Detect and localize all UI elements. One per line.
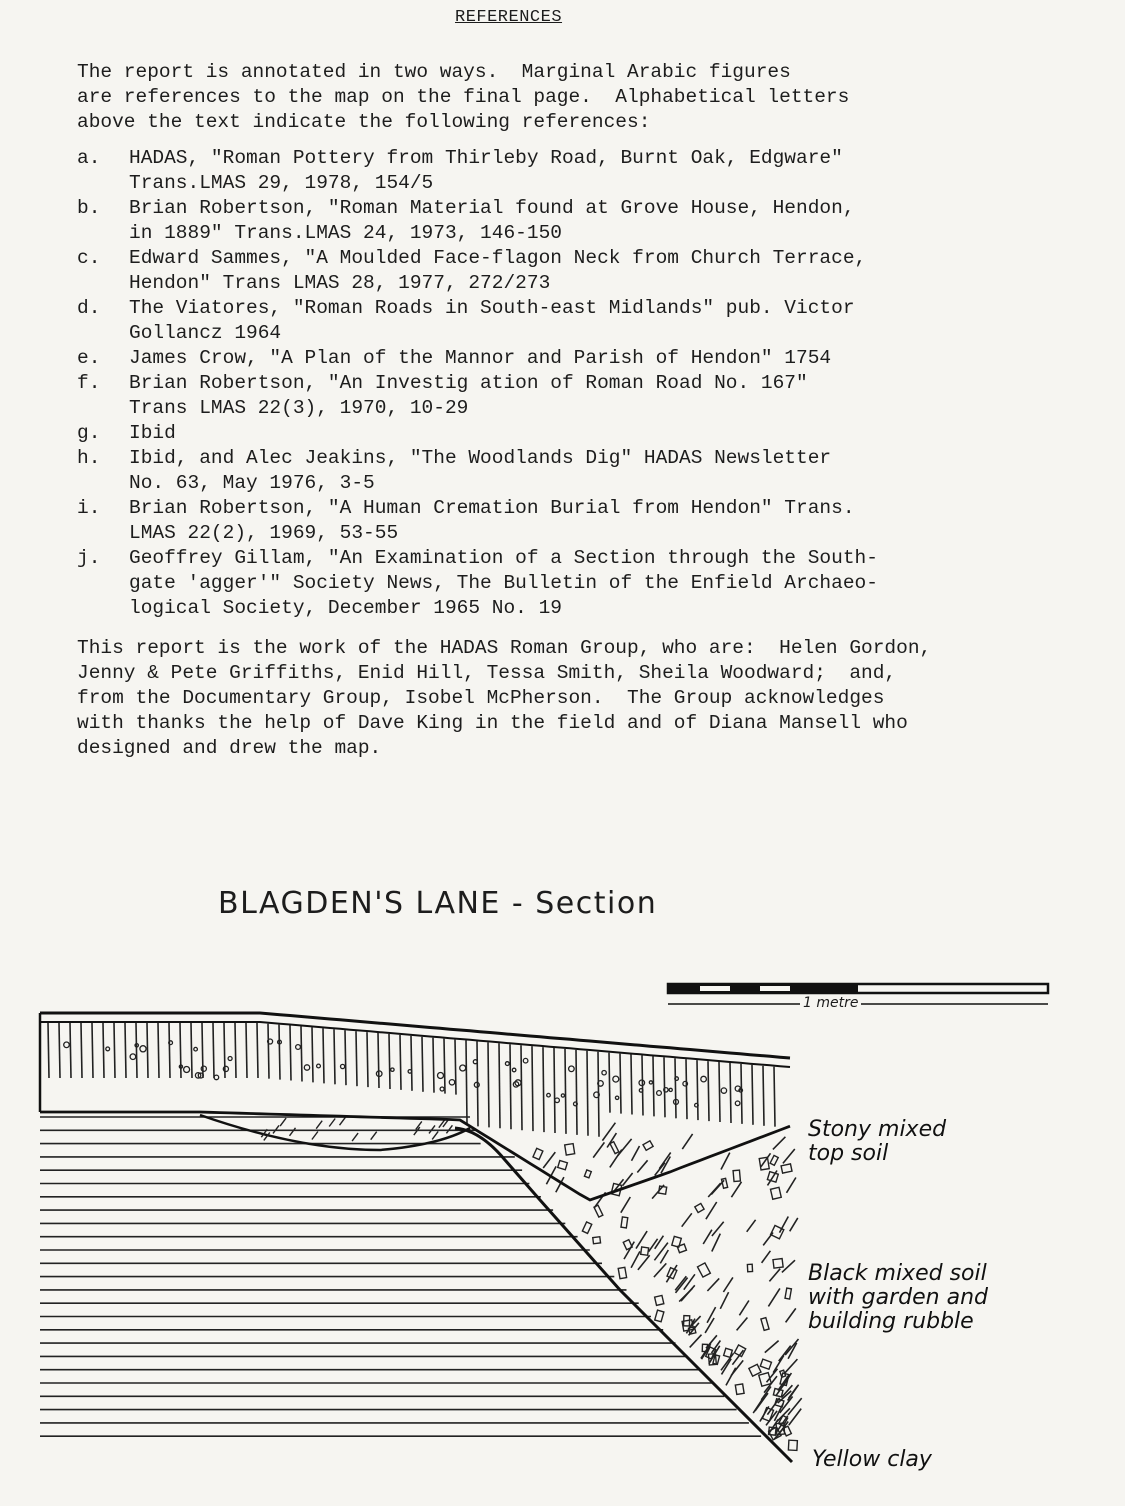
reference-letter: c. [77, 247, 101, 269]
reference-text: Edward Sammes, "A Moulded Face-flagon Neck from Church Terrace, Hendon" Trans LMAS 28, 1977, 272/273 [129, 247, 867, 294]
reference-text: HADAS, "Roman Pottery from Thirleby Road, Burnt Oak, Edgware" Trans.LMAS 29, 1978, 154/5 [129, 147, 843, 194]
top-soil-layer [40, 1013, 790, 1200]
reference-text: Ibid, and Alec Jeakins, "The Woodlands Dig" HADAS Newsletter No. 63, May 1976, 3-5 [129, 447, 832, 494]
reference-text: The Viatores, "Roman Roads in South-east Midlands" pub. Victor Gollancz 1964 [129, 297, 855, 344]
references-heading: REFERENCES [455, 8, 563, 27]
reference-text: James Crow, "A Plan of the Mannor and Parish of Hendon" 1754 [129, 347, 832, 369]
reference-text: Brian Robertson, "An Investig ation of Roman Road No. 167" Trans LMAS 22(3), 1970, 10-29 [129, 372, 808, 419]
section-title: BLAGDEN'S LANE - Section [218, 886, 658, 921]
reference-letter: e. [77, 347, 101, 369]
intro-paragraph: The report is annotated in two ways. Marginal Arabic figures are references to the map on the final page. Alphabetical letters above the text indicate the following references: [77, 61, 850, 133]
reference-text: Ibid [129, 422, 176, 444]
reference-text: Brian Robertson, "Roman Material found at Grove House, Hendon, in 1889" Trans.LMAS 24, 1973, 146-150 [129, 197, 855, 244]
reference-letter: h. [77, 447, 101, 469]
scale-label: 1 metre [800, 995, 861, 1011]
label-top-soil: Stony mixed top soil [808, 1117, 947, 1166]
reference-letter: a. [77, 147, 101, 169]
label-yellow-clay: Yellow clay [812, 1447, 932, 1472]
reference-text: Brian Robertson, "A Human Cremation Burial from Hendon" Trans. LMAS 22(2), 1969, 53-55 [129, 497, 855, 544]
label-black-soil: Black mixed soil with garden and building rubble [808, 1261, 988, 1334]
reference-letter: b. [77, 197, 101, 219]
reference-letter: f. [77, 372, 101, 394]
reference-letter: j. [77, 547, 101, 569]
reference-letter: i. [77, 497, 101, 519]
reference-letter: d. [77, 297, 101, 319]
credits-paragraph: This report is the work of the HADAS Roman Group, who are: Helen Gordon, Jenny & Pete Griffiths, Enid Hill, Tessa Smith, Sheila Woodward; and, from the Documentary Group, Isobel McPherson. The Group acknowledges with thanks the help of Dave King in the field and of Diana Mansell who designed and drew the map. [77, 637, 932, 759]
reference-letter: g. [77, 422, 101, 444]
black-soil-layer [200, 1115, 802, 1450]
reference-text: Geoffrey Gillam, "An Examination of a Section through the South- gate 'agger'" Society News, The Bulletin of the Enfield Archaeo- logical Society, December 1965 No. 19 [129, 547, 878, 619]
